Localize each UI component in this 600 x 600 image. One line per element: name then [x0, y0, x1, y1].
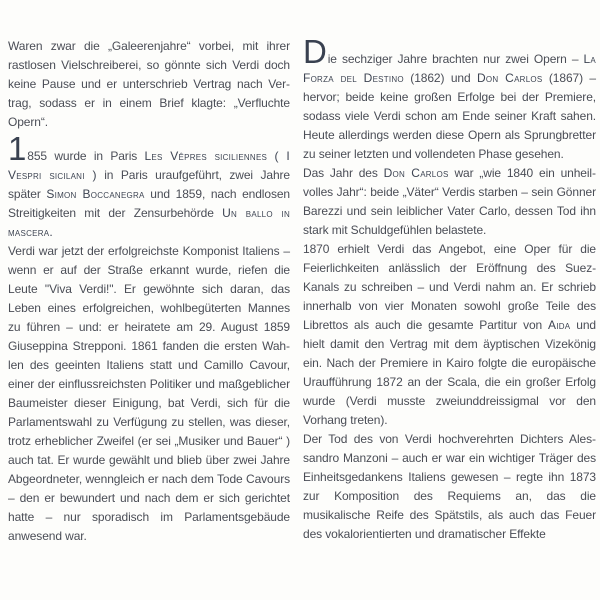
paragraph: [303, 164, 596, 240]
text-segment: Das Jahr des: [303, 166, 384, 180]
paragraph: [8, 130, 290, 242]
text-segment: ie sechziger Jahre brachten nur zwei Opern –: [327, 52, 584, 66]
drop-cap-initial: 1: [8, 130, 27, 167]
drop-cap-initial: D: [303, 33, 327, 70]
paragraph: [303, 33, 596, 164]
opera-title-smallcaps: Simon Boccanegra: [46, 187, 145, 201]
opera-title-smallcaps: Les Vêpres siciliennes: [144, 149, 268, 163]
text-segment: Der Tod des von Verdi hochverehrten Dichters Alessandro Manzoni – auch er war ein wichtiger Träger des Einheitsgedankens Italiens gewesen – regte ihn 1873 zur Komposition des Requiems an, das die musikalische Reife des Spätstils, als auch das Feuer des vokalorientierten und dramatischer Effekte: [303, 432, 596, 541]
paragraph: [303, 240, 596, 430]
text-segment: 1870 erhielt Verdi das Angebot, eine Oper für die Feierlichkeiten anlässlich der Eröffnung des Suez-Kanals zu schreiben – und Verdi nahm an. Er schrieb innerhalb von vier Monaten sowohl große Teile des Librettos als auch die gesamte Partitur von: [303, 242, 596, 332]
text-segment: und hielt damit den Vertrag mit dem äyptischen Vizekönig ein. Nach der Premiere in Kairo folgte die europäische Uraufführung 1872 an der Scala, die ein großer Erfolg wurde (Verdi musste zweiunddreissigmal vor den Vorhang treten).: [303, 318, 596, 427]
text-segment: (1867) – hervor; beide keine großen Erfolge bei der Premiere, sodass viele Verdi schon am Ende seiner Kraft sahen. Heute allerdings werden diese Opern als Sprungbretter zu seiner letzten und vollendeten Phase gesehen.: [303, 71, 596, 161]
text-segment: in Paris uraufgeführt, zwei Jahre später: [8, 168, 290, 201]
text-segment: war „wie 1840 ein unheilvolles Jahr“: beide „Väter“ Verdis starben – sein Gönner Barezzi und sein leiblicher Vater Carlo, dessen Tod ihn stark mit Schuldgefühlen belastete.: [303, 166, 596, 237]
text-segment: (1862) und: [403, 71, 477, 85]
opera-title-smallcaps: La Forza del Destino: [303, 52, 596, 85]
opera-title-smallcaps: Un ballo in mascera.: [8, 206, 290, 239]
paragraph: [303, 430, 596, 544]
text-column-right: [303, 0, 596, 600]
paragraph: [8, 37, 290, 132]
opera-title-smallcaps: Don Carlos: [476, 71, 543, 85]
text-segment: 855 wurde in Paris: [27, 149, 145, 163]
text-segment: und 1859, nach endlosen Streitigkeiten mit der Zensurbehörde: [8, 187, 290, 220]
paragraph: [8, 242, 290, 546]
opera-title-smallcaps: ( I Vespri sicilani ): [8, 149, 290, 182]
text-segment: Verdi war jetzt der erfolgreichste Komponist Italiens – wenn er auf der Straße erkannt wurde, riefen die Leute "Viva Verdi!". Er gewöhnte sich daran, das Leben eines erfolgreichen, wohlbegüterten Mannes zu führen – und: er heiratete am 29. August 1859 Giuseppina Strepponi. 1861 fanden die ersten Wahlen des geeinten Italiens statt und Camillo Cavour, einer der einflussreichsten Politiker und maßgeblicher Baumeister dieser Einigung, bat Verdi, sich für die Parlamentswahl zu Verfügung zu stellen, was dieser, trotz erheblicher Zweifel (er sei „Musiker und Bauer“ ) auch tat. Er wurde gewählt und blieb über zwei Jahre Abgeordneter, wenngleich er nach dem Tode Cavours – den er bewundert und nach dem er sich gerichtet hatte – nur sporadisch im Parlamentsgebäude anwesend war.: [8, 244, 290, 543]
text-segment: Waren zwar die „Galeerenjahre“ vorbei, mit ihrer rastlosen Vielschreiberei, so gönnte sich Verdi doch keine Pause und er unterschrieb Vertrag nach Vertrag, sodass er in einem Brief klagte: „Verfluchte Opern“.: [8, 39, 290, 129]
opera-title-smallcaps: Don Carlos: [383, 166, 449, 180]
text-column-left: [8, 0, 292, 600]
column-gutter: [292, 0, 303, 600]
opera-title-smallcaps: Aida: [548, 318, 571, 332]
